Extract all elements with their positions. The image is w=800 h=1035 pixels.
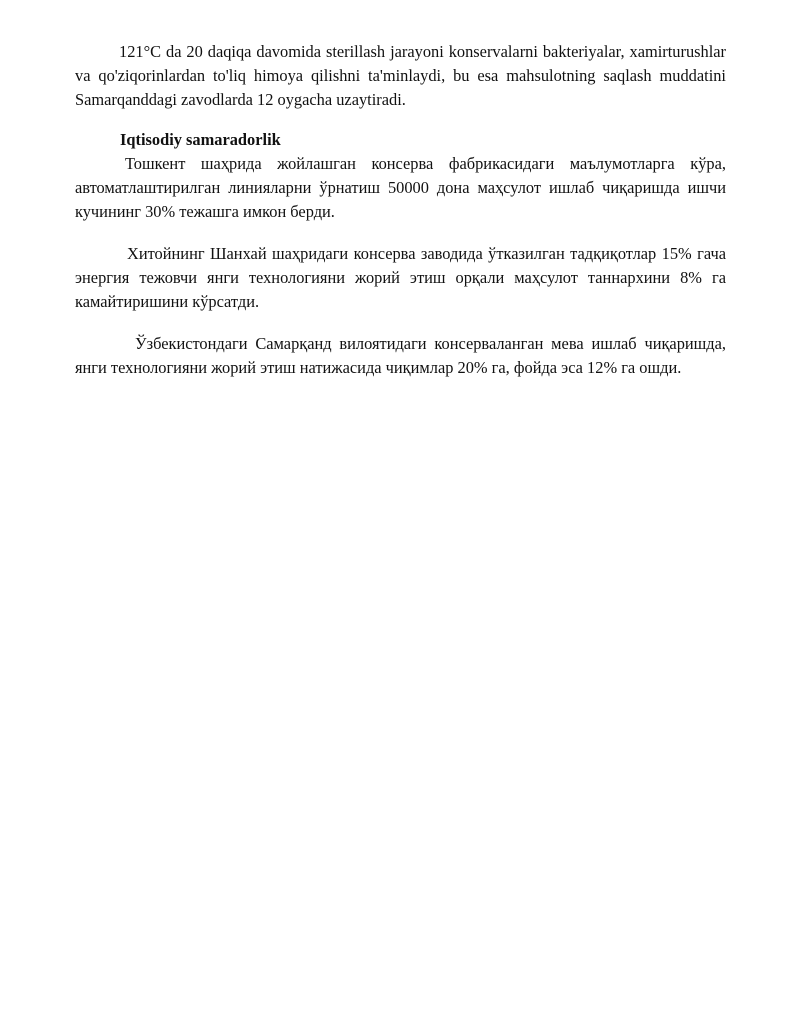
- paragraph-shanghai-plant: Хитойнинг Шанхай шаҳридаги консерва заводида ўтказилган тадқиқотлар 15% гача энергия тежовчи янги технологияни жорий этиш орқали маҳсулот таннархини 8% га камайтиришини кўрсатди.: [75, 244, 726, 311]
- paragraph-sterilization: 121°C da 20 daqiqa davomida sterillash jarayoni konservalarni bakteriyalar, xamirturushlar va qo'ziqorinlardan to'liq himoya qilishni ta'minlaydi, bu esa mahsulotning saqlash muddatini Samarqanddagi zavodlarda 12 oygacha uzaytiradi.: [75, 42, 726, 109]
- document-page: [75, 40, 726, 380]
- paragraph-tashkent-factory: Тошкент шаҳрида жойлашган консерва фабрикасидаги маълумотларга кўра, автоматлаштирилган линияларни ўрнатиш 50000 дона маҳсулот ишлаб чиқаришда ишчи кучининг 30% тежашга имкон берди.: [75, 154, 726, 221]
- paragraph-samarkand-region: Ўзбекистондаги Самарқанд вилоятидаги консерваланган мева ишлаб чиқаришда, янги технологияни жорий этиш натижасида чиқимлар 20% га, фойда эса 12% га ошди.: [75, 334, 726, 377]
- section-heading-economic-efficiency: Iqtisodiy samaradorlik: [120, 130, 281, 149]
